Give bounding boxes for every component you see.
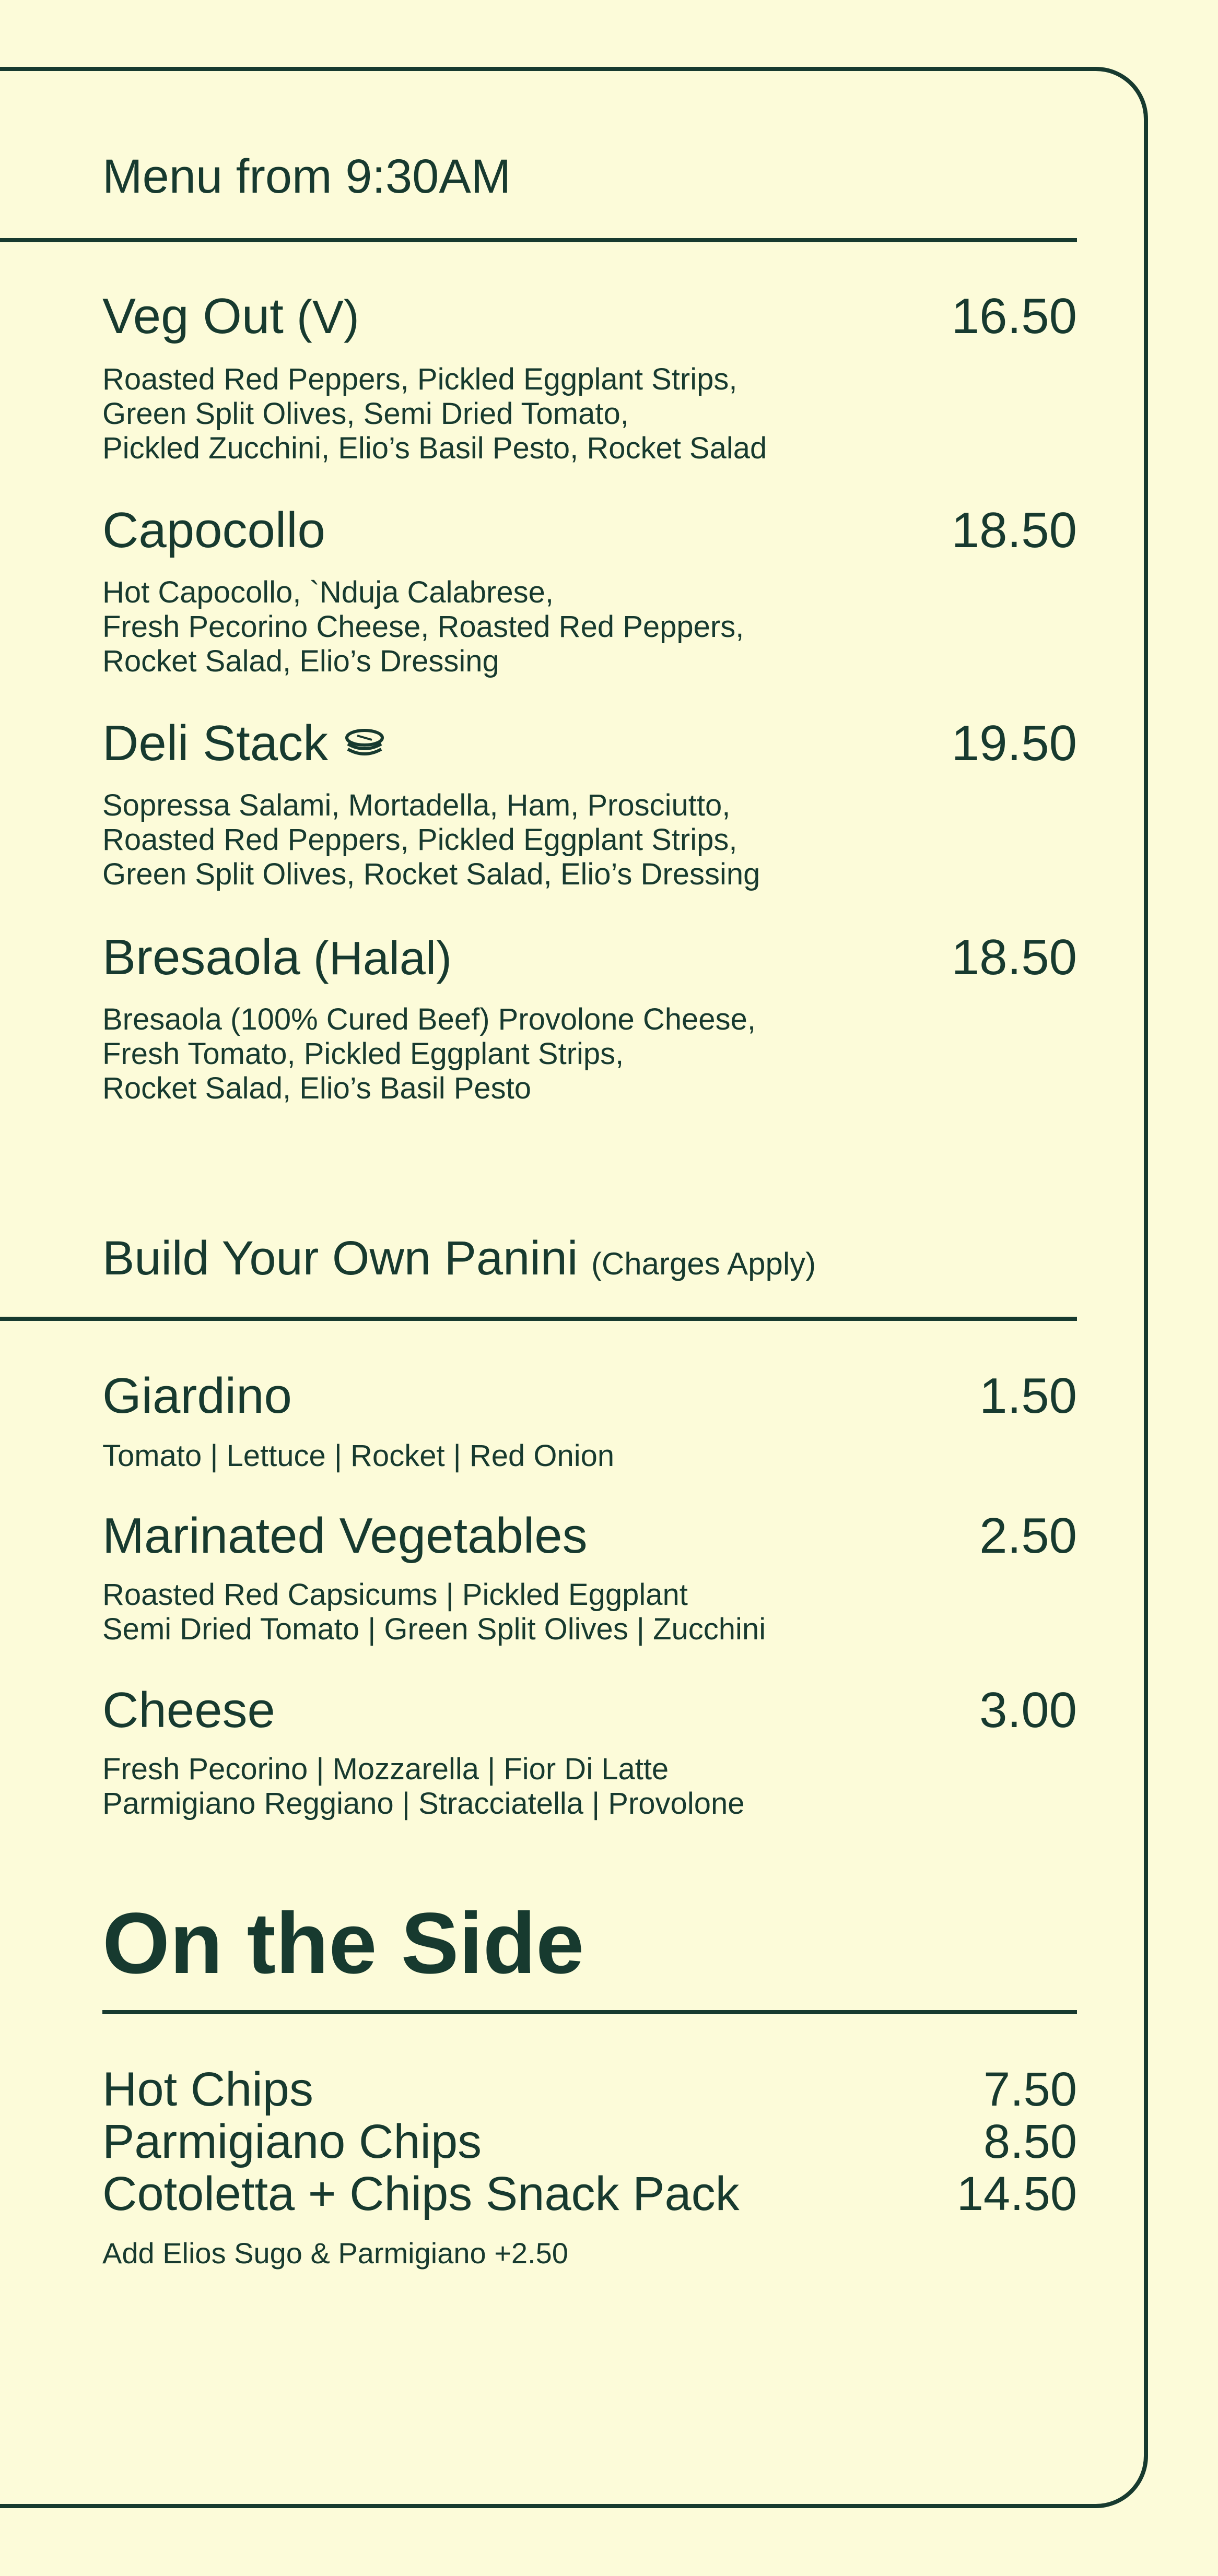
side-items-list [102,2063,1077,2220]
item-suffix-bresaola: (Halal) [300,932,452,985]
panini-charges-note: (Charges Apply) [591,1246,816,1281]
item-price-deli-stack: 19.50 [951,715,1077,771]
desc-line: Fresh Pecorino | Mozzarella | Fior Di Latte [102,1752,669,1786]
item-price-marinated-vegetables: 2.50 [979,1508,1077,1564]
item-name-marinated-vegetables: Marinated Vegetables [102,1508,588,1564]
side-item [102,2116,1077,2168]
item-name-bresaola: Bresaola (Halal) [102,929,452,985]
desc-line: Parmigiano Reggiano | Stracciatella | Provolone [102,1787,745,1821]
side-section-divider [102,2010,1077,2014]
panini-section-divider [0,1317,1077,1321]
item-desc-veg-out [102,362,767,466]
item-price-giardino: 1.50 [979,1368,1077,1424]
desc-line: Pickled Zucchini, Elio’s Basil Pesto, Rocket Salad [102,431,767,465]
item-desc-deli-stack [102,788,760,892]
item-price-capocollo: 18.50 [951,502,1077,558]
desc-line: Fresh Tomato, Pickled Eggplant Strips, [102,1037,624,1071]
desc-line: Hot Capocollo, `Nduja Calabrese, [102,575,554,609]
desc-line: Semi Dried Tomato | Green Split Olives | Zucchini [102,1612,766,1646]
item-price-bresaola: 18.50 [951,929,1077,985]
item-desc-marinated-vegetables [102,1578,766,1647]
side-item-price: 8.50 [983,2115,1077,2168]
menu-section-divider [0,238,1077,242]
item-desc-bresaola [102,1002,756,1106]
side-item-name: Parmigiano Chips [102,2115,482,2168]
item-name-cheese: Cheese [102,1682,275,1738]
side-section-title: On the Side [102,1895,584,1992]
side-item-price: 7.50 [983,2063,1077,2116]
side-item-name: Hot Chips [102,2063,313,2116]
side-item [102,2063,1077,2116]
item-desc-cheese [102,1752,744,1821]
desc-line: Sopressa Salami, Mortadella, Ham, Prosciutto, [102,788,731,822]
side-item-name: Cotoletta + Chips Snack Pack [102,2167,740,2220]
item-price-cheese: 3.00 [979,1682,1077,1738]
desc-line: Fresh Pecorino Cheese, Roasted Red Peppers, [102,610,744,644]
desc-line: Tomato | Lettuce | Rocket | Red Onion [102,1439,615,1473]
item-suffix-veg-out: (V) [283,291,359,344]
sandwich-icon [344,718,385,768]
desc-line: Green Split Olives, Semi Dried Tomato, [102,397,629,431]
item-desc-capocollo [102,575,744,679]
item-name-deli-stack: Deli Stack [102,718,385,772]
menu-section-title: Menu from 9:30AM [102,150,511,203]
item-name-capocollo: Capocollo [102,502,325,558]
item-price-veg-out: 16.50 [951,288,1077,344]
side-addon-note: Add Elios Sugo & Parmigiano +2.50 [102,2237,568,2270]
desc-line: Roasted Red Peppers, Pickled Eggplant Strips, [102,362,737,396]
item-name-giardino: Giardino [102,1368,292,1424]
item-name-veg-out: Veg Out (V) [102,288,359,344]
item-desc-giardino [102,1439,614,1473]
side-item-price: 14.50 [956,2167,1077,2220]
panini-section-title: Build Your Own Panini (Charges Apply) [102,1232,816,1285]
desc-line: Rocket Salad, Elio’s Basil Pesto [102,1071,532,1105]
desc-line: Green Split Olives, Rocket Salad, Elio’s Dressing [102,857,760,891]
desc-line: Roasted Red Capsicums | Pickled Eggplant [102,1578,688,1612]
desc-line: Roasted Red Peppers, Pickled Eggplant Strips, [102,823,737,857]
desc-line: Rocket Salad, Elio’s Dressing [102,644,499,678]
side-item [102,2168,1077,2220]
desc-line: Bresaola (100% Cured Beef) Provolone Cheese, [102,1002,756,1036]
